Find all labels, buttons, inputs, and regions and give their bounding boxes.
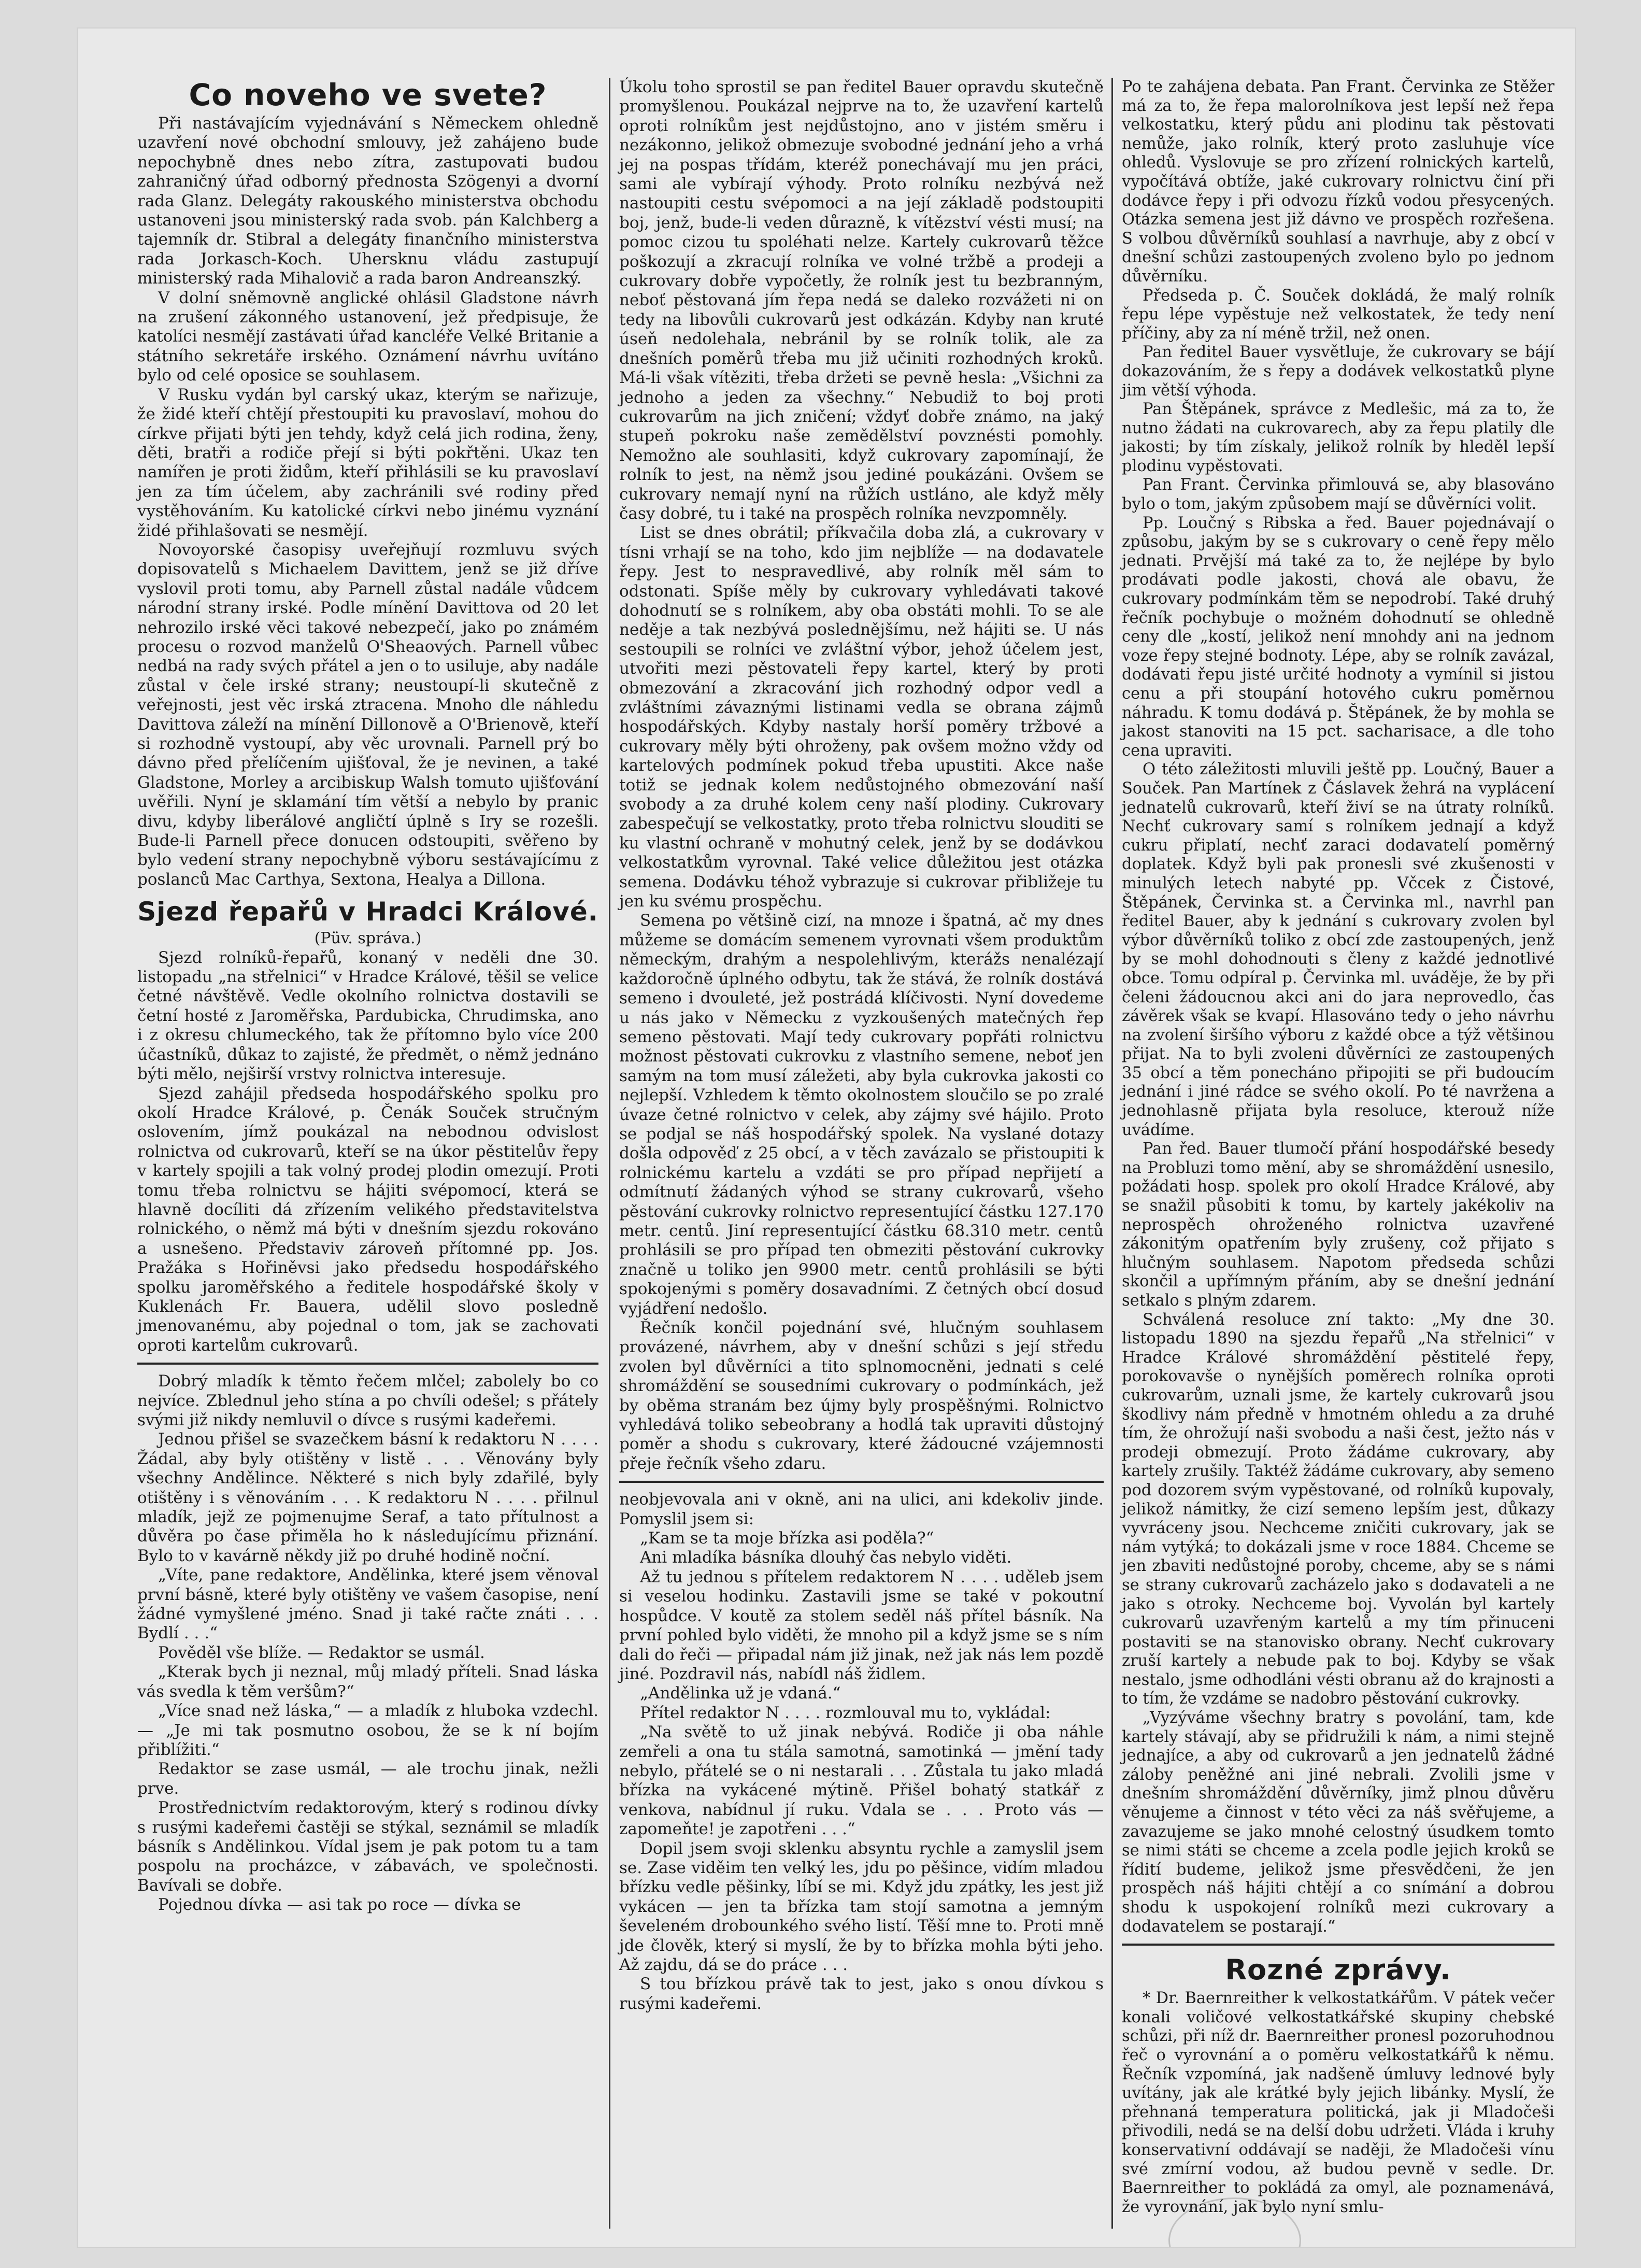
paragraph: Při nastávajícím vyjednávání s Německem ohledně uzavření nové obchodní smlouvy, jež zahájeno bude nepochybně dnes nebo zítra, zastupovati budou zahraničný úřad odborný přednosta Szögenyi a dvorní rada Glanz. Delegáty rakouského ministerstva obchodu ustanoveni jsou ministerský rada svob. pán Kalchberg a tajemník dr. Stibral a delegáty finančního ministerstva rada Jorkasch-Koch. Uhersknu vládu zastupují ministerský rada Mihalovič a rada baron Andreanszký. (137, 114, 598, 288)
paragraph: * Dr. Baernreither k velkostatkářům. V pátek večer konali voličové velkostatkářské skupiny chebské schůzi, při níž dr. Baernreither pronesl pozoruhodnou řeč o vyrovnání a o poměru velkostatkářů k němu. Řečník vzpomíná, jak nadšeně úmluvy lednové byly uvítány, jak ale krátké byly jejich libánky. Myslí, že přehnaná temperatura politická, jak ji Mladočeši přivodili, nedá se na delší dobu udržeti. Vláda i kruhy konservativní oddávají se naději, že Mladočeši vínu své zmírní vodou, až budou pevně v sedle. Dr. Baernreither to pokládá za omyl, ale poznamenává, že vyrovnání, jak bylo nyní smlu- (1122, 1989, 1554, 2216)
headline-world-news: Co noveho ve svete? (189, 77, 547, 112)
paragraph: List se dnes obrátil; příkvačila doba zlá, a cukrovary v tísni vrhají se na toho, kdo jim nejblíže — na dodavatele řepy. Jest to nespravedlivé, aby rolník měl sám to odstonati. Spíše měly by cukrovary vyhledávati takové dohodnutí se s rolníkem, aby oba obstáti mohli. To se ale neděje a tak nezbývá poslednějšímu, než hájiti se. U nás sestoupili se rolníci ve zvláštní výbor, jehož účelem jest, utvořiti mezi pěstovateli řepy kartel, který by proti obmezování a zkracování jich rozhodný odpor vedl a zvláštními závaznými listinami vedla se obrana zájmů hospodářských. Kdyby nastaly horší poměry tržbové a cukrovary měly býti ohroženy, pak ovšem možno vždy od kartelových podmínek pokud třeba upustiti. Akce naše totiž se jednak kolem nedůstojného obmezování naší svobody a za druhé kolem ceny naší plodiny. Cukrovary zabespečují se velkostatky, proto třeba rolnictvu slouditi se ku vlastní ochraně v mohutný celek, jenž by se dodávkou velkostatkům vyrovnal. Také velice důležitou jest otázka semena. Dodávku téhož vybrazuje si cukrovar přibližeje tu jen ku svému prospěchu. (619, 523, 1104, 911)
paragraph: „Víte, pane redaktore, Andělinka, které jsem věnoval první básně, které byly otištěny ve vašem časopise, není žádné vymyšlené jméno. Snad ji také račte znáti . . . Bydlí . . .“ (137, 1566, 598, 1643)
column-middle (619, 78, 1104, 2014)
paragraph: Až tu jednou s přítelem redaktorem N . . . . uděleb jsem si veselou hodinku. Zastavili jsme se také v pokoutní hospůdce. V koutě za stolem seděl náš přítel básník. Na první pohled bylo viděti, že mnoho pil a když jsme se s ním dali do řeči — připadal nám již jinak, než jak nás lem pozdě jiné. Pozdravil nás, nabídl náš židlem. (619, 1567, 1104, 1683)
paragraph: Řečník končil pojednání své, hlučným souhlasem provázené, návrhem, aby v dnešní schůzi s její středu zvolen byl důvěrníci a tito splnomocněni, jednati s celé shromáždění se sousedními cukrovary o podmínkách, jež by oběma stranám bez újmy byly prospěšnými. Rolnictvo vyhledává toliko sebeobrany a hodlá tak upraviti důstojný poměr a shodu s cukrovary, které žádoucné vzájemnosti přeje řečník všeho zdaru. (619, 1319, 1104, 1473)
paragraph: Dopil jsem svoji sklenku absyntu rychle a zamyslil jsem se. Zase viděim ten velký les, jdu po pěšince, vidím mladou břízku vedle pěšinky, líbí se mi. Když jdu zpátky, les jest již vykácen — jen ta břízka tam stojí samotna a jemným ševeleném drobounkého svého listí. Těší mne to. Proti mně jde člověk, který si myslí, že by to břízka mohla býti jeho. Až zajdu, dá se do práce . . . (619, 1839, 1104, 1974)
column-rule (609, 78, 610, 2229)
paragraph: Přítel redaktor N . . . . rozmlouval mu to, vykládal: (640, 1703, 1051, 1722)
headline-sugar-beet-congress: Sjezd řepařů v Hradci Králové. (137, 897, 598, 927)
paragraph: Dobrý mladík k těmto řečem mlčel; zabolely bo co nejvíce. Zblednul jeho stína a po chvíli odešel; s přátely svými již nikdy nemluvil o dívce s rusými kadeřemi. (137, 1372, 598, 1429)
section-divider (619, 1481, 1104, 1483)
column-right (1122, 78, 1554, 2217)
paragraph: „Andělinka už je vdaná.“ (640, 1684, 841, 1703)
paragraph: Novoyorské časopisy uveřejňují rozmluvu svých dopisovatelů s Michaelem Davittem, jenž se již dříve vyslovil proti tomu, aby Parnell zůstal nadále vůdcem národní strany irské. Podle mínění Davittova od 20 let nehrozilo irské věci takové nebezpečí, jako po známém procesu o rozvod manželů O'Sheaových. Parnell vůbec nedbá na rady svých přátel a jen o to usiluje, aby nadále zůstal v čele irské strany; neustoupí-li skutečně z veřejnosti, jest věc irská ztracena. Mnoho dle náhledu Davittova záleží na mínění Dillonově a O'Brienově, kteří si rozhodně vystoupí, aby věc urovnali. Parnell prý bo dávno před přelíčením ujišťoval, že je nevinen, a také Gladstone, Morley a arcibiskup Walsh tomuto ujišťování uvěřili. Nyní je sklamání tím větší a nebylo by pranic divu, kdyby liberálové angličtí úplně s Iry se rozešli. Bude-li Parnell přece donucen odstoupiti, svěřeno by bylo vedení strany nepochybně výboru sestávajícímu z poslanců Mac Carthya, Sextona, Healya a Dillona. (137, 540, 598, 889)
paragraph: „Kam se ta moje břízka asi poděla?“ (640, 1529, 934, 1548)
paragraph: V dolní sněmovně anglické ohlásil Gladstone návrh na zrušení zákonného ustanovení, jež předpisuje, že katolíci nesmějí zastávati úřad kancléře Velké Britanie a státního sekretáře irského. Oznámení návrhu uvítáno bylo od celé oposice se souhlasem. (137, 288, 598, 385)
section-divider (1122, 1944, 1554, 1946)
paragraph: neobjevovala ani v okně, ani na ulici, ani kdekoliv jinde. Pomyslil jsem si: (619, 1490, 1104, 1528)
paragraph: Po te zahájena debata. Pan Frant. Červinka ze Stěžer má za to, že řepa malorolníkova jest lepší než řepa velkostatku, který půdu ani plodinu tak pěstovati nemůže, jako rolník, který proto zasluhuje více ohledů. Vyslovuje se pro zřízení rolnických kartelů, vypočítává obtíže, jaké cukrovary rolnictvu činí při dodávce řepy i při odvozu řízků vodou přesycených. Otázka semena jest již dávno ve prospěch rozřešena. S volbou důvěrníků souhlasí a navrhuje, aby z obcí v dnešní schůzi zastoupených zvoleno bylo po jednom důvěrníku. (1122, 78, 1554, 286)
column-left (137, 78, 598, 1915)
paragraph: „Vyzýváme všechny bratry s povolání, tam, kde kartely stávají, aby se přidružili k nám, a nimi stejně jednajíce, a aby od cukrovarů a jen jednatelů žádné záloby peněžné ani jiné nebrali. Zvolili jsme v dnešním shromáždění důvěrníky, jimž plnou důvěru věnujeme a činnost v této věci za náš svěřujeme, a zavazujeme se jako mnohé celostný úsudkem tomto se nimi státi se chceme a zcela podle jejich kroků se řídití budeme, jelikož jsme přesvědčeni, že jen prospěch náš hájiti chtějí a co snímání a dobrou shodu k uspokojení rolníků mezi cukrovary a dodavatelem se postarají.“ (1122, 1709, 1554, 1936)
paragraph: Redaktor se zase usmál, — ale trochu jinak, nežli prve. (137, 1760, 598, 1798)
paragraph: Sjezd rolníků-řepařů, konaný v neděli dne 30. listopadu „na střelnici“ v Hradce Králové, těšil se velice četné návštěvě. Vedle okolního rolnictva dostavili se četní hosté z Jaroměřska, Pardubicka, Chrudimska, ano i z okresu chlumeckého, tak že přítomno bylo více 200 účastníků, důkaz to zajisté, že předmět, o němž jednáno býti mělo, nejširší vrstvy rolnictva interesuje. (137, 948, 598, 1084)
column-rule (1111, 78, 1113, 2229)
headline-misc-news: Rozné zprávy. (1225, 1953, 1451, 1987)
paragraph: V Rusku vydán byl carský ukaz, kterým se nařizuje, že židé kteří chtějí přestoupiti ku pravoslaví, mohou do církve přijati býti jen tehdy, když celá jich rodina, ženy, děti, bratři a rodiče přejí si býti pokřtěni. Ukaz ten namířen je proti židům, kteří přihlásili se ku pravoslaví jen za tím účelem, aby zachránili své rodiny před vystěhováním. Ku katolické církvi nebo jinému vyznání židé přihlašovati se nesmějí. (137, 385, 598, 540)
paragraph: Schválená resoluce zní takto: „My dne 30. listopadu 1890 na sjezdu řepařů „Na střelnici“ v Hradce Králové shromáždění pěstitelé řepy, porokovavše o nynějších poměrech rolníka oproti cukrovarům, uznali jsme, že kartely cukrovarů jsou škodlivy nám předně v hmotném ohledu a za druhé tím, že ohrožují naši svobodu a naši čest, ježto nás v prodeji obmezují. Proto žádáme cukrovary, aby kartely zrušily. Taktéž žádáme cukrovary, aby semeno pod dozorem svým vypěstované, od rolníků kupovaly, jelikož námitky, že cizí semeno lepším jest, důkazy vyvráceny jsou. Nechceme zničiti cukrovary, jak se nám vytýká; to dokázali jsme v roce 1884. Chceme se jen zbaviti nedůstojné poroby, chceme, aby se s námi se strany cukrovarů zacházelo jako s dodavateli a ne jako s otroky. Nechceme boj. Vyvolán byl kartely cukrovarů uzavřeným kartelů a my tím přinuceni postaviti se na stanovisko obrany. Nechť cukrovary zruší kartely a nebude pak to boj. Kdyby se však nestalo, jsme odhodláni vésti obranu až do krajnosti a to tím, že vzdáme se nadobro pěstování cukrovky. (1122, 1310, 1554, 1708)
paragraph: Pověděl vše blíže. — Redaktor se usmál. (158, 1643, 485, 1662)
paragraph: Pojednou dívka — asi tak po roce — dívka se (158, 1895, 521, 1915)
paragraph: Pan ředitel Bauer vysvětluje, že cukrovary se bájí dokazováním, že s řepy a dodávek velkostatků plyne jim větší výhoda. (1122, 343, 1554, 400)
paragraph: „Kterak bych ji neznal, můj mladý příteli. Snad láska vás svedla k těm veršům?“ (137, 1663, 598, 1701)
paragraph: „Více snad než láska,“ — a mladík z hluboka vzdechl. — „Je mi tak posmutno osobou, že se k ní bojím přiblížiti.“ (137, 1702, 598, 1759)
paragraph: „Na světě to už jinak nebývá. Rodiče ji oba náhle zemřeli a ona tu stála samotná, samotinká — jmění tady nebylo, přátelé se o ni nestarali . . . Zůstala tu jako mladá břízka na vykácené mýtině. Přišel bohatý statkář z venkova, nabídnul jí ruku. Vdala se . . . Proto vás — zapomeňte! je zapotřeni . . .“ (619, 1723, 1104, 1839)
paragraph: Ani mladíka básníka dlouhý čas nebylo viděti. (640, 1548, 1012, 1567)
paragraph: Prostřednictvím redaktorovým, který s rodinou dívky s rusými kadeřemi častěji se stýkal, seznámil se mladík básník s Andělinkou. Vídal jsem je pak potom tu a tam pospolu na procházce, v zábavách, ve společnosti. Bavívali se dobře. (137, 1798, 598, 1895)
paragraph: Pp. Loučný s Ribska a řed. Bauer pojednávají o způsobu, jakým by se s cukrovary o ceně řepy mělo jednati. Prvější má také za to, že nejlépe by bylo prodávati podle jakosti, chová ale obavu, že cukrovary podmínkám těm se nepodrobí. Také druhý řečník pochybuje o možném dohodnutí se ohledně ceny dle „kostí, jelikož není mnohdy ani na jednom voze řepy stejné bodnoty. Lépe, aby se rolník zavázal, dodávati řepu jisté určité hodnoty a vymínil si jistou cenu a při stoupání hotového cukru poměrnou náhradu. K tomu dodává p. Štěpánek, že by mohla se jakost stanoviti na 15 pct. sacharisace, a dle toho cena upraviti. (1122, 514, 1554, 760)
section-divider (137, 1363, 598, 1365)
paragraph: Semena po většině cizí, na mnoze i špatná, ač my dnes můžeme se domácím semenem vyrovnati všem produktům německým, drahým a nespolehlivým, kterážs nenalézají každoročně úplného odbytu, tak že stává, že rolník dostává semeno i dvouleté, jež postrádá klíčivosti. Nyní dovedeme u nás jako v Německu z vyzkoušených matečných řep semeno pěstovati. Mají tedy cukrovary popřáti rolnictvu možnost pěstovati cukrovku z vlastního semene, neboť jen samým na tom musí záležeti, aby byla cukrovka jakosti co nejlepší. Vzhledem k těmto okolnostem sloučilo se po zralé úvaze četné rolnictvo v celek, aby zájmy své hájilo. Proto se podjal se náš hospodářský spolek. Na vyslané dotazy došla odpověď z 25 obcí, a v těch zavázalo se přistoupiti k rolnickému kartelu a vzdáti se pro případ nepřijetí a odmítnutí žádaných výhod se strany cukrovarů, všeho pěstování cukrovky rolnictvo representující částku 127.170 metr. centů. Jiní representující částku 68.310 metr. centů prohlásili se pro případ ten obmeziti pěstování cukrovky značně u toliko jen 9900 metr. centů prohlásili se býti spokojenými s poměry dosavadními. Z četných obcí dosud vyjádření nedošlo. (619, 911, 1104, 1318)
paragraph: Předseda p. Č. Souček dokládá, že malý rolník řepu lépe vypěstuje než velkostatek, že tedy není příčiny, aby za ní méně tržil, než onen. (1122, 286, 1554, 343)
paragraph: Úkolu toho sprostil se pan ředitel Bauer opravdu skutečně promyšlenou. Poukázal nejprve na to, že uzavření kartelů oproti rolníkům jest nejdůstojno, ano v jistém směru i nezákonno, jelikož obmezuje svobodné jednání jeho a vrhá jej na pospas třídám, kteréž ponechávají mu jen práci, sami ale vybírají výhody. Proto rolníku nezbývá než nastoupiti cestu svépomoci a na její základě podstoupiti boj, jenž, bude-li veden důrazně, k vítězství vésti musí; na pomoc cizou tu spoléhati nelze. Kartely cukrovarů těžce poškozují a zkracují rolníka ve volné tržbě a prodeji a cukrovary dobře vypočetly, že rolník jest tu bezbranným, neboť pěstovaná jím řepa nedá se daleko rozvážeti ni on tedy na libovůli cukrovarů jest odkázán. Kdyby nan kruté úseň nedolehala, nebránil by se rolník tolik, ale za dnešních poměrů třeba mu již učiniti rozhodných kroků. Má-li však vítěziti, třeba držeti se pevně hesla: „Všichni za jednoho a jeden za všechny.“ Nebudiž to boj proti cukrovarům na jich zničení; vždyť dobře známo, na jaký stupeň pokroku naše zemědělství povznésti pomohly. Nemožno ale souhlasiti, když cukrovary zapomínají, že rolník to jest, na němž jsou jediné poukázáni. Ovšem se cukrovary nemají nyní na růžích ustláno, ale když měly časy dobré, tu i také na prospěch rolníka nevzpomněly. (619, 78, 1104, 523)
paragraph: Pan Frant. Červinka přimlouvá se, aby blasováno bylo o tom, jakým způsobem mají se důvěrníci volit. (1122, 476, 1554, 514)
newspaper-page (78, 29, 1575, 2247)
source-note: (Püv. správa.) (314, 929, 422, 948)
paragraph: O této záležitosti mluvili ještě pp. Loučný, Bauer a Souček. Pan Martínek z Čáslavek žehrá na vyplácení jednatelů cukrovarů, kteří živí se na útraty rolníků. Nechť cukrovary samí s rolníkem jednají a když cukru připlatí, nechť zaraci dodavatelí poměrný doplatek. Když byli pak pronesli své zkušenosti v minulých letech nabyté pp. Včcek z Čistové, Štěpánek, Červinka st. a Červinka ml., navrhl pan ředitel Bauer, aby k jednání s cukrovary zvolen byl výbor důvěrníků toliko z obcí zde zastoupených, jenž by se mohl dohodnouti s členy z každé jednotlivé obce. Tomu odpíral p. Červinka ml. uváděje, že by při čeleni žádoucnou akci ani do jara neprovedlo, čas závěrek však se kvapí. Hlasováno tedy o jeho návrhu na zvolení širšího výboru z každé obce a týž většinou přijat. Na to byli zvoleni důvěrníci ze zastoupených 35 obcí a těm ponecháno připojiti se při budoucím jednání i jiné rádce se svého okolí. Po té navržena a jednohlasně přijata byla resoluce, kterouž níže uvádíme. (1122, 760, 1554, 1139)
paragraph: Jednou přišel se svazečkem básní k redaktoru N . . . . Žádal, aby byly otištěny v listě . . . Věnovány byly všechny Andělince. Některé s nich byly zdařilé, byly otištěny i s věnováním . . . K redaktoru N . . . . přilnul mladík, jejž ze pojmenujme Seraf, a tato přítulnost a důvěra po čase přiměla ho k následujícímu přiznání. Bylo to v kavárně někdy již po druhé hodině noční. (137, 1430, 598, 1565)
paragraph: Pan Štěpánek, správce z Medlešic, má za to, že nutno žádati na cukrovarech, aby za řepu platily dle jakosti; by tím získaly, jelikož rolník by hleděl lepší plodinu vypěstovati. (1122, 400, 1554, 475)
paragraph: S tou břízkou právě tak to jest, jako s onou dívkou s rusými kadeřemi. (619, 1975, 1104, 2013)
paragraph: Sjezd zahájil předseda hospodářského spolku pro okolí Hradce Králové, p. Čenák Souček stručným oslovením, jímž poukázal na nebodnou odvislost rolnictva od cukrovarů, kteří se na úkor pěstitelův řepy v kartely spojili a tak volný prodej plodin omezují. Proti tomu třeba rolnictvu se hájiti svépomocí, která se hlavně docíliti dá zřízením velikého představitelstva rolnického, o němž má býti v dnešním sjezdu rokováno a usnešeno. Představiv zároveň přítomné pp. Jos. Pražáka s Hořiněvsi jako předsedu hospodářského spolku jaroměřského a ředitele hospodářské školy v Kuklenách Fr. Bauera, udělil slovo posledně jmenovanému, aby pojednal o tom, jak se zachovati oproti kartelům cukrovarů. (137, 1084, 598, 1355)
paragraph: Pan řed. Bauer tlumočí přání hospodářské besedy na Probluzi tomo mění, aby se shromáždění usnesilo, požádati hosp. spolek pro okolí Hradce Králové, aby se snažil působiti k tomu, by kartely jakékoliv na neprospěch ohroženého rolnictva uzavřené zákonitým opatřením byly zrušeny, což přijato s hlučným souhlasem. Napotom předseda schůzi skončil a upřímným přáním, aby se dnešní jednání setkalo s plným zdarem. (1122, 1140, 1554, 1310)
